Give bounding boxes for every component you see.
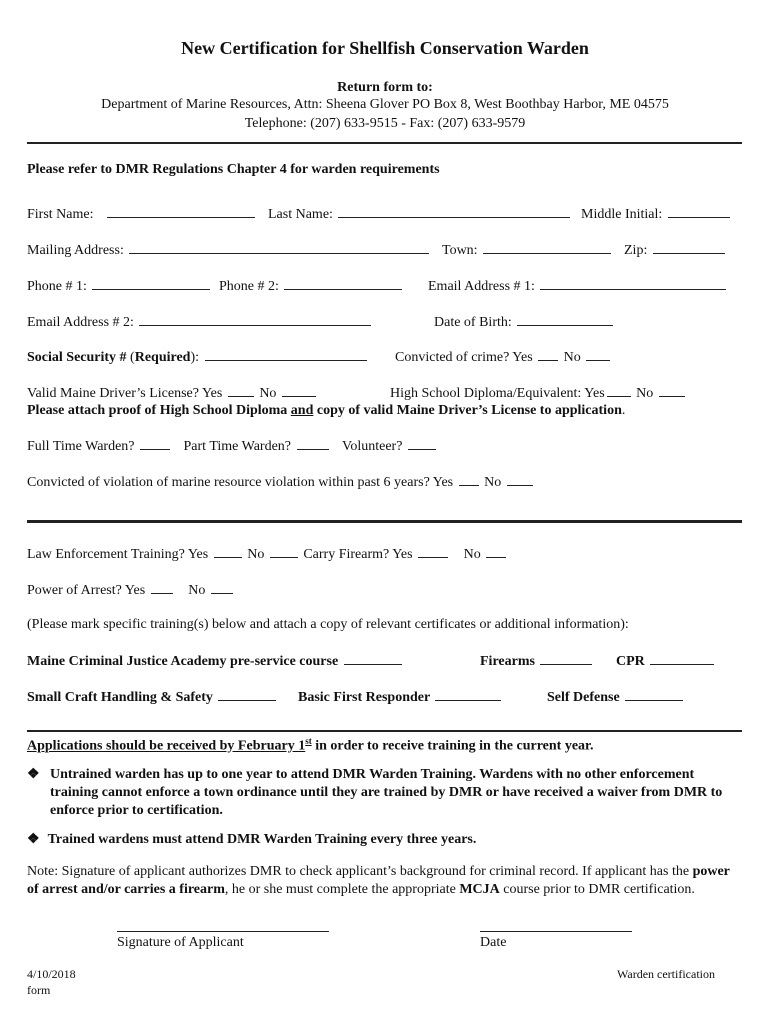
- dob-label: Date of Birth:: [434, 315, 512, 330]
- license-yes-field[interactable]: [228, 385, 254, 397]
- applications-deadline: [27, 736, 593, 755]
- small-craft-row: [27, 689, 278, 706]
- town-row: [442, 242, 613, 259]
- applications-a: Applications should be received by February 1: [27, 738, 306, 754]
- bullet-text-1: Untrained warden has up to one year to attend DMR Warden Training. Wardens with no other enforcement training cannot enforce a town ordinance until they are trained by DMR or have received a waiver from DMR to enforce prior to certification.: [50, 767, 723, 818]
- diploma-label: High School Diploma/Equivalent: Yes: [390, 386, 605, 401]
- email2-field[interactable]: [139, 314, 371, 326]
- return-address: Department of Marine Resources, Attn: Sheena Glover PO Box 8, West Boothbay Harbor, ME 04575: [101, 97, 669, 112]
- note-c: , he or she must complete the appropriate: [224, 882, 460, 897]
- license-label: Valid Maine Driver’s License? Yes: [27, 386, 223, 401]
- mcja-label: Maine Criminal Justice Academy pre-service course: [27, 654, 339, 669]
- note-e: course prior to DMR certification.: [499, 882, 695, 897]
- signature-note: [27, 863, 739, 899]
- self-defense-label: Self Defense: [547, 690, 620, 705]
- diamond-bullet-icon: ❖: [27, 767, 40, 782]
- ssn-row: [27, 349, 369, 366]
- diploma-yes-field[interactable]: [607, 385, 631, 397]
- zip-row: [624, 242, 727, 259]
- mcja-field[interactable]: [344, 653, 402, 665]
- dob-field[interactable]: [517, 314, 613, 326]
- ssn-field[interactable]: [205, 349, 367, 361]
- carry-label: Carry Firearm? Yes: [303, 547, 413, 562]
- attach-note: [27, 403, 625, 419]
- section-divider-2: [27, 730, 742, 732]
- mailing-address-label: Mailing Address:: [27, 243, 124, 258]
- violation-row: [27, 474, 535, 491]
- phone2-field[interactable]: [284, 278, 402, 290]
- middle-initial-label: Middle Initial:: [581, 207, 663, 222]
- diamond-bullet-icon: ❖: [27, 832, 40, 847]
- ssn-label: Social Security #: [27, 350, 127, 365]
- carry-yes-field[interactable]: [418, 546, 448, 558]
- town-field[interactable]: [483, 242, 611, 254]
- email2-label: Email Address # 2:: [27, 315, 134, 330]
- dob-row: [434, 314, 615, 331]
- section-divider-1: [27, 520, 742, 523]
- diploma-no-label: No: [636, 386, 654, 401]
- applications-b: in order to receive training in the current year.: [311, 738, 594, 754]
- small-craft-label: Small Craft Handling & Safety: [27, 690, 213, 705]
- mailing-address-field[interactable]: [129, 242, 429, 254]
- attach-note-b: copy of valid Maine Driver’s License to application: [313, 403, 622, 418]
- violation-no-label: No: [484, 475, 502, 490]
- arrest-label: Power of Arrest? Yes: [27, 583, 146, 598]
- last-name-field[interactable]: [338, 206, 570, 218]
- first-name-field[interactable]: [107, 206, 255, 218]
- middle-initial-row: [581, 206, 732, 223]
- convicted-label: Convicted of crime? Yes: [395, 350, 533, 365]
- bullet-text-2: Trained wardens must attend DMR Warden Training every three years.: [47, 832, 477, 847]
- ssn-required: Required: [134, 350, 191, 365]
- attach-note-and: and: [290, 403, 314, 418]
- return-phone: Telephone: (207) 633-9515 - Fax: (207) 633-9579: [244, 116, 526, 131]
- first-responder-row: [298, 689, 503, 706]
- note-b: power of arrest and/or carries a firearm: [27, 864, 730, 897]
- attach-note-period: .: [621, 403, 626, 418]
- town-label: Town:: [442, 243, 478, 258]
- violation-no-field[interactable]: [507, 474, 533, 486]
- first-responder-field[interactable]: [435, 689, 501, 701]
- full-time-field[interactable]: [140, 438, 170, 450]
- ssn-paren-open: (: [126, 350, 135, 365]
- full-time-label: Full Time Warden?: [27, 439, 135, 454]
- last-name-row: [268, 206, 572, 223]
- license-no-field[interactable]: [282, 385, 316, 397]
- violation-yes-field[interactable]: [459, 474, 479, 486]
- arrest-yes-field[interactable]: [151, 582, 173, 594]
- applications-sup: st: [305, 736, 312, 746]
- volunteer-field[interactable]: [408, 438, 436, 450]
- ssn-paren-close: ):: [190, 350, 200, 365]
- law-enforcement-row: [27, 546, 508, 563]
- phone1-row: [27, 278, 212, 295]
- small-craft-field[interactable]: [218, 689, 276, 701]
- volunteer-label: Volunteer?: [342, 439, 403, 454]
- bullet-item-1: [27, 766, 727, 820]
- signature-field[interactable]: [117, 931, 329, 932]
- email1-row: [428, 278, 728, 295]
- last-name-label: Last Name:: [268, 207, 333, 222]
- bullet-item-2: [27, 831, 476, 848]
- convicted-row: [395, 349, 612, 366]
- date-field[interactable]: [480, 931, 632, 932]
- arrest-row: [27, 582, 235, 599]
- refer-note: Please refer to DMR Regulations Chapter 4 for warden requirements: [27, 162, 440, 177]
- arrest-no-field[interactable]: [211, 582, 233, 594]
- footer-title: Warden certification: [617, 967, 715, 981]
- firearms-row: [480, 653, 594, 670]
- law-enf-no-label: No: [247, 547, 265, 562]
- self-defense-field[interactable]: [625, 689, 683, 701]
- return-label: Return form to:: [337, 80, 433, 95]
- email2-row: [27, 314, 373, 331]
- law-enf-no-field[interactable]: [270, 546, 298, 558]
- violation-label: Convicted of violation of marine resource violation within past 6 years? Yes: [27, 475, 454, 490]
- phone1-field[interactable]: [92, 278, 210, 290]
- phone1-label: Phone # 1:: [27, 279, 87, 294]
- diploma-row: [390, 385, 687, 402]
- first-name-label: First Name:: [27, 207, 94, 222]
- page-title: New Certification for Shellfish Conservation Warden: [181, 38, 589, 58]
- convicted-no-field[interactable]: [586, 349, 610, 361]
- carry-no-field[interactable]: [486, 546, 506, 558]
- email1-field[interactable]: [540, 278, 726, 290]
- mark-note: (Please mark specific training(s) below and attach a copy of relevant certificates or additional information):: [27, 617, 629, 632]
- convicted-yes-field[interactable]: [538, 349, 558, 361]
- mailing-address-row: [27, 242, 431, 259]
- signature-label: Signature of Applicant: [117, 935, 244, 950]
- law-enf-yes-field[interactable]: [214, 546, 242, 558]
- warden-type-row: [27, 438, 438, 455]
- email1-label: Email Address # 1:: [428, 279, 535, 294]
- cpr-field[interactable]: [650, 653, 714, 665]
- cpr-row: [616, 653, 716, 670]
- middle-initial-field[interactable]: [668, 206, 730, 218]
- date-label: Date: [480, 935, 507, 950]
- convicted-no-label: No: [563, 350, 581, 365]
- firearms-label: Firearms: [480, 654, 535, 669]
- zip-field[interactable]: [653, 242, 725, 254]
- part-time-label: Part Time Warden?: [183, 439, 292, 454]
- attach-note-a: Please attach proof of High School Diploma: [27, 403, 291, 418]
- cpr-label: CPR: [616, 654, 645, 669]
- mcja-row: [27, 653, 404, 670]
- footer-date: 4/10/2018: [27, 967, 76, 981]
- carry-no-label: No: [463, 547, 481, 562]
- license-row: [27, 385, 318, 402]
- first-responder-label: Basic First Responder: [298, 690, 430, 705]
- phone2-row: [219, 278, 404, 295]
- arrest-no-label: No: [188, 583, 206, 598]
- note-d: MCJA: [459, 882, 500, 897]
- note-a: Note: Signature of applicant authorizes DMR to check applicant’s background for criminal record. If applicant has the: [27, 864, 693, 879]
- license-no-label: No: [259, 386, 277, 401]
- law-enf-label: Law Enforcement Training? Yes: [27, 547, 209, 562]
- part-time-field[interactable]: [297, 438, 329, 450]
- zip-label: Zip:: [624, 243, 648, 258]
- footer-form: form: [27, 983, 51, 997]
- phone2-label: Phone # 2:: [219, 279, 279, 294]
- diploma-no-field[interactable]: [659, 385, 685, 397]
- first-name-row: [27, 206, 257, 223]
- self-defense-row: [547, 689, 685, 706]
- firearms-field[interactable]: [540, 653, 592, 665]
- header-divider: [27, 142, 742, 144]
